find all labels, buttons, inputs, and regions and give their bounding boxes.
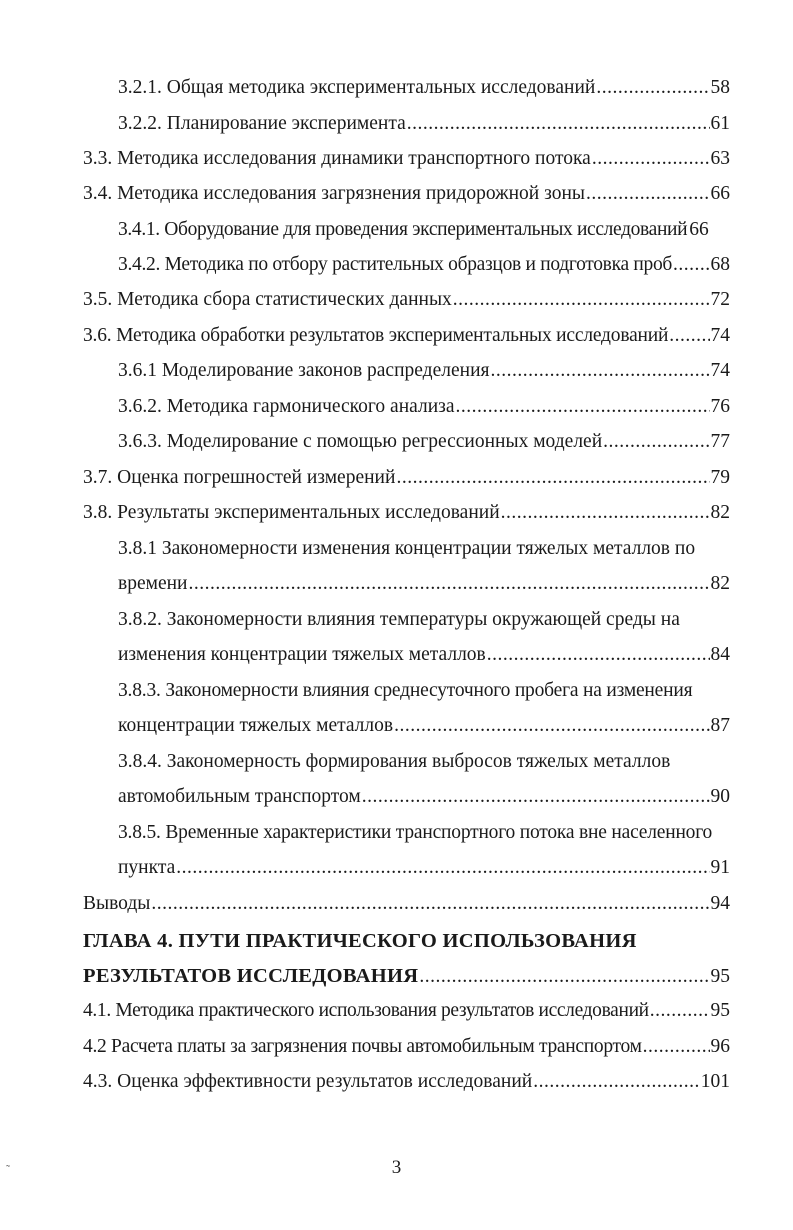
toc-entry-page: 101 xyxy=(700,1071,730,1092)
toc-entry-title-line1: 3.8.5. Временные характеристики транспортного потока вне населенного xyxy=(118,822,713,843)
dot-leader xyxy=(673,253,709,277)
toc-entry-page: 90 xyxy=(710,786,730,807)
toc-entry xyxy=(118,112,730,136)
toc-entry xyxy=(118,76,730,100)
toc-entry-page: 76 xyxy=(710,396,730,417)
toc-entry-title: 3.8. Результаты экспериментальных исследований xyxy=(83,502,500,523)
toc-entry-page: 68 xyxy=(710,254,730,275)
toc-entry xyxy=(83,501,730,525)
toc-entry xyxy=(83,288,730,312)
toc-entry xyxy=(118,430,730,454)
toc-entry-title: 3.6. Методика обработки результатов экспериментальных исследований xyxy=(83,325,669,346)
dot-leader xyxy=(487,643,710,667)
toc-entry-page: 63 xyxy=(710,148,730,169)
dot-leader xyxy=(407,112,710,136)
toc-entry xyxy=(118,643,730,667)
chapter-heading-title: РЕЗУЛЬТАТОВ ИССЛЕДОВАНИЯ xyxy=(83,965,419,987)
toc-entry xyxy=(118,572,730,596)
dot-leader xyxy=(188,572,709,596)
toc-entry xyxy=(83,324,730,348)
toc-entry-title-line1: 3.8.1 Закономерности изменения концентрации тяжелых металлов по xyxy=(118,538,696,559)
toc-entry xyxy=(118,218,730,242)
toc-entry xyxy=(83,964,730,989)
toc-entry xyxy=(118,253,730,277)
toc-entry-title: 4.3. Оценка эффективности результатов исследований xyxy=(83,1071,533,1092)
dot-leader xyxy=(586,182,710,206)
dot-leader xyxy=(419,965,709,989)
toc-entry-title: 3.3. Методика исследования динамики транспортного потока xyxy=(83,148,591,169)
dot-leader xyxy=(533,1070,700,1094)
toc-entry-page: 66 xyxy=(689,219,709,240)
toc-entry-title: 3.6.2. Методика гармонического анализа xyxy=(118,396,455,417)
toc-entry xyxy=(118,359,730,383)
toc-entry-title: 3.6.3. Моделирование с помощью регрессионных моделей xyxy=(118,431,603,452)
chapter-heading-line1: ГЛАВА 4. ПУТИ ПРАКТИЧЕСКОГО ИСПОЛЬЗОВАНИЯ xyxy=(83,930,637,952)
toc-entry xyxy=(83,1070,730,1094)
toc-entry xyxy=(83,1035,730,1059)
toc-entry xyxy=(83,182,730,206)
toc-entry-title: изменения концентрации тяжелых металлов xyxy=(118,644,486,665)
toc-entry-title: автомобильным транспортом xyxy=(118,786,361,807)
toc-entry-page: 58 xyxy=(710,77,730,98)
toc-entry xyxy=(118,856,730,880)
toc-entry-title-line1: 3.8.3. Закономерности влияния среднесуточного пробега на изменения xyxy=(118,680,693,701)
toc-entry-page: 95 xyxy=(710,966,730,987)
margin-mark: ˜ xyxy=(6,1162,10,1176)
toc-entry-page: 94 xyxy=(710,893,730,914)
toc-entry-page: 74 xyxy=(710,360,730,381)
dot-leader xyxy=(501,501,710,525)
toc-entry xyxy=(83,892,730,916)
toc-entry-title: 3.6.1 Моделирование законов распределения xyxy=(118,360,490,381)
toc-entry xyxy=(118,785,730,809)
dot-leader xyxy=(669,324,709,348)
toc-entry-title: 3.4. Методика исследования загрязнения придорожной зоны xyxy=(83,183,585,204)
dot-leader xyxy=(394,714,709,738)
dot-leader xyxy=(176,856,709,880)
toc-entry-page: 96 xyxy=(710,1036,730,1057)
toc-entry xyxy=(83,147,730,171)
dot-leader xyxy=(151,892,709,916)
toc-entry-title-line1: 3.8.4. Закономерность формирования выбросов тяжелых металлов xyxy=(118,751,671,772)
toc-entry xyxy=(83,466,730,490)
toc-entry-page: 66 xyxy=(710,183,730,204)
toc-entry-title: 3.4.1. Оборудование для проведения экспериментальных исследований xyxy=(118,219,688,240)
toc-entry-page: 74 xyxy=(710,325,730,346)
toc-entry-page: 79 xyxy=(710,467,730,488)
toc-entry-title: 3.5. Методика сбора статистических данных xyxy=(83,289,452,310)
dot-leader xyxy=(396,466,709,490)
toc-entry-page: 82 xyxy=(710,573,730,594)
toc-entry-title: 4.1. Методика практического использования результатов исследований xyxy=(83,1000,649,1021)
toc-entry-page: 72 xyxy=(710,289,730,310)
toc-entry-title: 3.4.2. Методика по отбору растительных образцов и подготовка проб xyxy=(118,254,673,275)
toc-entry-title: пункта xyxy=(118,857,176,878)
dot-leader xyxy=(643,1035,710,1059)
toc-entry-page: 77 xyxy=(710,431,730,452)
dot-leader xyxy=(456,395,710,419)
toc-entry-title: 3.7. Оценка погрешностей измерений xyxy=(83,467,396,488)
toc-entry-page: 87 xyxy=(710,715,730,736)
dot-leader xyxy=(453,288,710,312)
toc-entry-title: Выводы xyxy=(83,893,151,914)
dot-leader xyxy=(603,430,709,454)
dot-leader xyxy=(490,359,709,383)
toc-entry-page: 95 xyxy=(710,1000,730,1021)
toc-entry-title: 3.2.2. Планирование эксперимента xyxy=(118,113,406,134)
dot-leader xyxy=(592,147,710,171)
toc-entry xyxy=(118,395,730,419)
dot-leader xyxy=(362,785,710,809)
dot-leader xyxy=(596,76,709,100)
toc-entry-page: 61 xyxy=(710,113,730,134)
toc-entry-title: времени xyxy=(118,573,188,594)
toc-entry-title: концентрации тяжелых металлов xyxy=(118,715,394,736)
toc-entry-page: 91 xyxy=(710,857,730,878)
toc-entry-title-line1: 3.8.2. Закономерности влияния температуры окружающей среды на xyxy=(118,609,680,630)
page-number: 3 xyxy=(391,1157,402,1178)
toc-entry-page: 82 xyxy=(710,502,730,523)
toc-entry-title: 4.2 Расчета платы за загрязнения почвы автомобильным транспортом xyxy=(83,1036,642,1057)
toc-entry-title: 3.2.1. Общая методика экспериментальных исследований xyxy=(118,77,596,98)
toc-entry xyxy=(118,714,730,738)
toc-entry xyxy=(83,999,730,1023)
dot-leader xyxy=(650,999,710,1023)
toc-entry-page: 84 xyxy=(710,644,730,665)
